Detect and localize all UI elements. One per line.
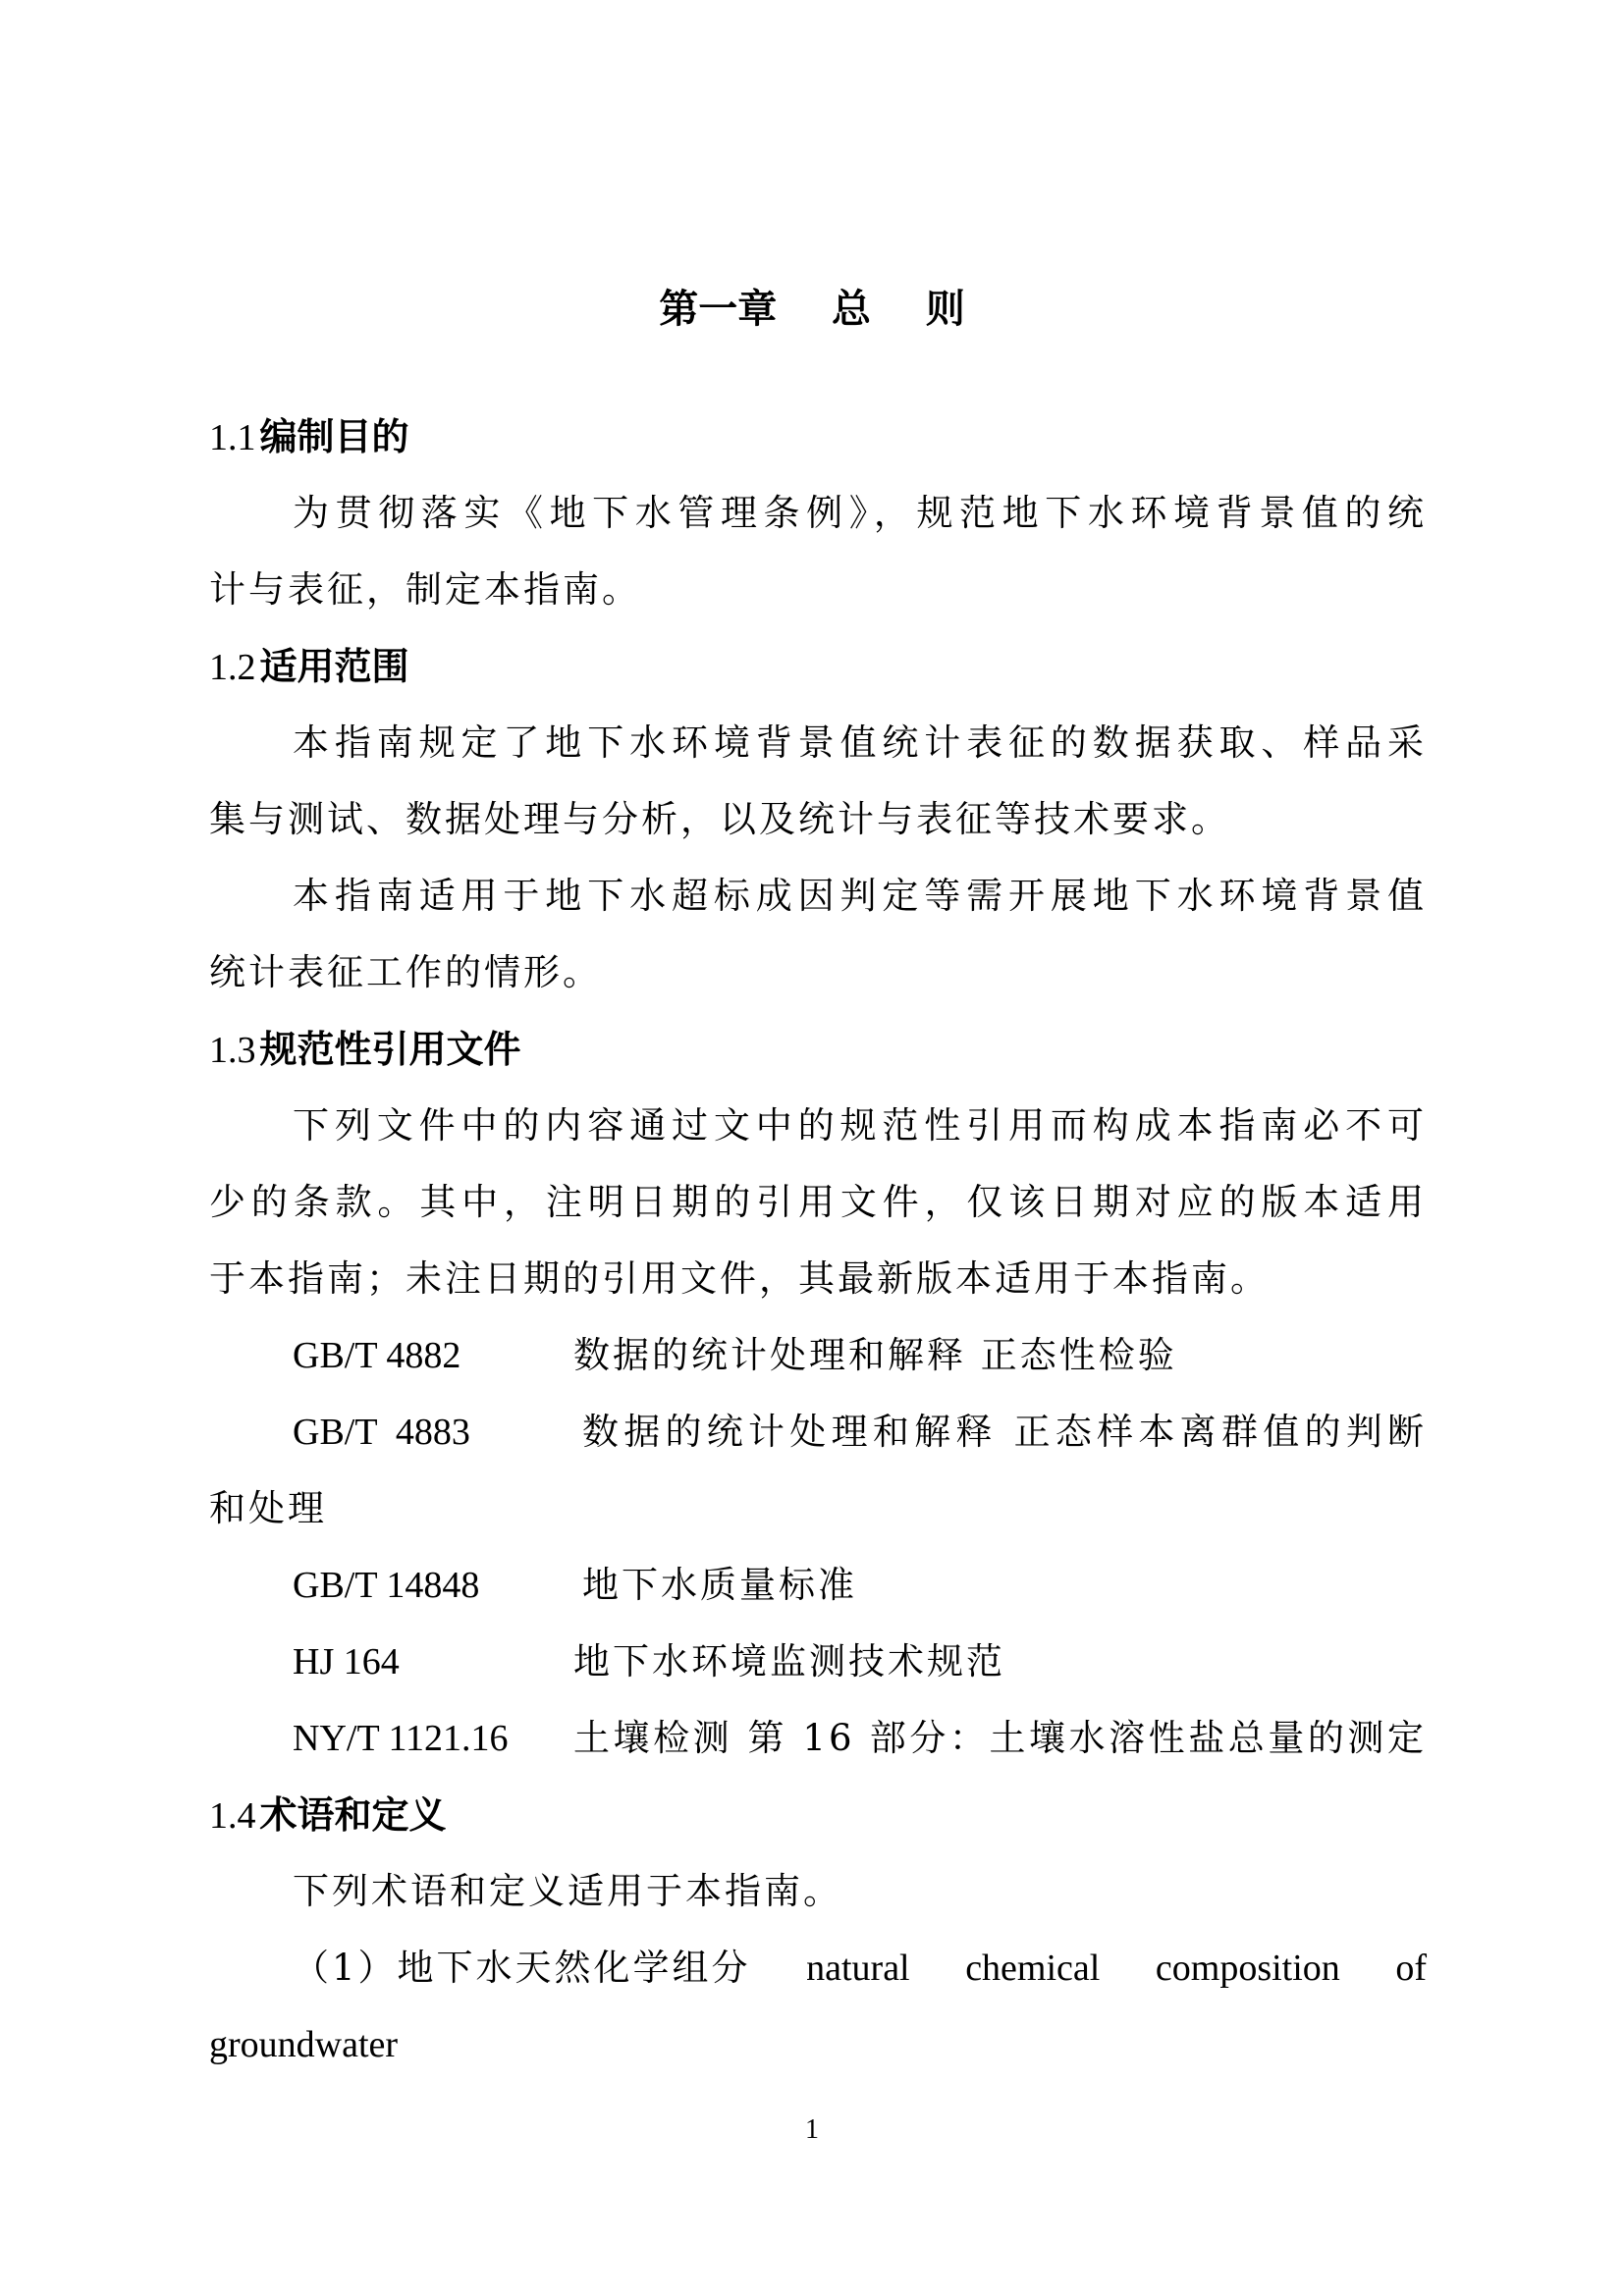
reference-title: 数据的统计处理和解释 正态样本离群值的判断 — [582, 1411, 1427, 1453]
reference-title: 数据的统计处理和解释 正态性检验 — [573, 1334, 1177, 1376]
section-title: 适用范围 — [259, 645, 409, 688]
section-title: 编制目的 — [259, 415, 409, 458]
reference-code: HJ 164 — [293, 1641, 400, 1682]
section-number: 1.4 — [209, 1795, 256, 1837]
paragraph-line: 下列术语和定义适用于本指南。 — [293, 1870, 842, 1912]
term-english-word: composition — [1155, 1948, 1340, 1989]
reference-code: GB/T 4883 — [293, 1412, 470, 1453]
reference-title: 土壤检测 第 16 部分：土壤水溶性盐总量的测定 — [573, 1717, 1427, 1759]
term-chinese: （1）地下水天然化学组分 — [293, 1947, 751, 1989]
reference-code: NY/T 1121.16 — [293, 1718, 509, 1759]
paragraph-line: 本指南适用于地下水超标成因判定等需开展地下水环境背景值 — [293, 875, 1427, 917]
section-title: 规范性引用文件 — [259, 1028, 521, 1071]
term-english-word: natural — [806, 1948, 910, 1989]
term-english-word: of — [1395, 1948, 1427, 1989]
section-heading-1-1 — [209, 407, 409, 467]
paragraph-line: 少的条款。其中，注明日期的引用文件，仅该日期对应的版本适用 — [209, 1181, 1427, 1223]
section-number: 1.1 — [209, 417, 256, 458]
paragraph-line: 为贯彻落实《地下水管理条例》，规范地下水环境背景值的统 — [293, 492, 1427, 534]
section-number: 1.2 — [209, 647, 256, 688]
section-heading-1-2 — [209, 637, 409, 697]
reference-code: GB/T 4882 — [293, 1335, 461, 1376]
reference-title: 地下水质量标准 — [582, 1564, 857, 1606]
paragraph-line: 下列文件中的内容通过文中的规范性引用而构成本指南必不可 — [293, 1104, 1427, 1147]
section-heading-1-3 — [209, 1020, 521, 1080]
page-number: 1 — [805, 2114, 819, 2145]
reference-title-continued: 和处理 — [209, 1487, 327, 1529]
reference-title: 地下水环境监测技术规范 — [573, 1640, 1005, 1682]
section-heading-1-4 — [209, 1786, 447, 1845]
paragraph-line: 本指南规定了地下水环境背景值统计表征的数据获取、样品采 — [293, 721, 1427, 764]
term-definition-line — [293, 1939, 1427, 1998]
chapter-title: 第一章 总 则 — [659, 287, 965, 332]
term-english-continued: groundwater — [209, 2024, 399, 2065]
reference-code: GB/T 14848 — [293, 1565, 480, 1606]
paragraph-line: 计与表征，制定本指南。 — [209, 568, 641, 611]
paragraph-line: 集与测试、数据处理与分析，以及统计与表征等技术要求。 — [209, 798, 1230, 840]
paragraph-line: 统计表征工作的情形。 — [209, 951, 602, 993]
paragraph-line: 于本指南；未注日期的引用文件，其最新版本适用于本指南。 — [209, 1257, 1270, 1300]
section-title: 术语和定义 — [259, 1793, 447, 1837]
section-number: 1.3 — [209, 1030, 256, 1071]
term-english-word: chemical — [965, 1948, 1101, 1989]
